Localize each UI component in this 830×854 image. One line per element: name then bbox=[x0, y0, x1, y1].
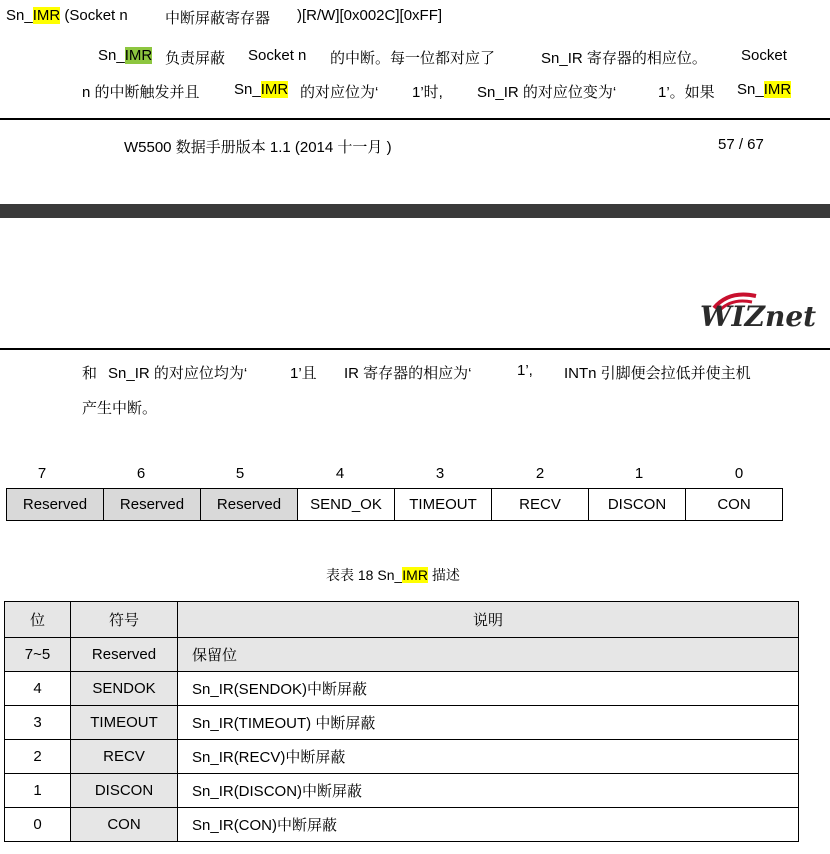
table-row bbox=[5, 672, 799, 706]
reg-highlight: IMR bbox=[124, 47, 153, 64]
text-run: n 的中断触发并且 bbox=[82, 84, 200, 101]
reg-prefix: Sn_ bbox=[6, 7, 33, 24]
table-row bbox=[5, 706, 799, 740]
text-run: Sn_IR 的对应位变为‘ bbox=[477, 84, 617, 101]
text-run: 1’。如果 bbox=[658, 84, 715, 101]
row-description: Sn_IR(DISCON)中断屏蔽 bbox=[178, 774, 799, 808]
bit-cell: TIMEOUT bbox=[395, 489, 492, 521]
text-run: Sn_IR 的对应位均为‘ bbox=[108, 365, 248, 382]
footer-doc-version: W5500 数据手册版本 1.1 (2014 十一月 ) bbox=[124, 139, 392, 156]
bit-cell: Reserved bbox=[201, 489, 298, 521]
text-run: 产生中断。 bbox=[82, 400, 158, 417]
para1-reg-3 bbox=[737, 81, 791, 98]
row-symbol: SENDOK bbox=[71, 672, 178, 706]
row-symbol: DISCON bbox=[71, 774, 178, 808]
para1-reg bbox=[98, 47, 152, 64]
row-symbol: CON bbox=[71, 808, 178, 842]
row-bit: 3 bbox=[5, 706, 71, 740]
text-run: 1’, bbox=[517, 362, 533, 379]
row-symbol: TIMEOUT bbox=[71, 706, 178, 740]
description-table bbox=[4, 601, 799, 842]
logo-text: WIZnet bbox=[700, 300, 817, 333]
caption-text: 描述 bbox=[427, 567, 460, 583]
header-description: 说明 bbox=[178, 602, 799, 638]
bit-number: 7 bbox=[37, 465, 47, 482]
bit-cell: Reserved bbox=[7, 489, 104, 521]
row-bit: 1 bbox=[5, 774, 71, 808]
register-title: 中断屏蔽寄存器 bbox=[165, 10, 271, 27]
para1-reg-2 bbox=[234, 81, 288, 98]
text-run: Socket n bbox=[248, 47, 307, 64]
text-run: IR 寄存器的相应为‘ bbox=[344, 365, 472, 382]
bit-number: 1 bbox=[634, 465, 644, 482]
bit-number: 5 bbox=[235, 465, 245, 482]
header-symbol: 符号 bbox=[71, 602, 178, 638]
row-description: Sn_IR(TIMEOUT) 中断屏蔽 bbox=[178, 706, 799, 740]
table-row bbox=[5, 774, 799, 808]
row-description: 保留位 bbox=[178, 638, 799, 672]
text-run: 1’且 bbox=[290, 365, 317, 382]
bit-number: 2 bbox=[535, 465, 545, 482]
reg-highlight: IMR bbox=[402, 567, 428, 583]
bit-cell: RECV bbox=[492, 489, 589, 521]
row-description: Sn_IR(CON)中断屏蔽 bbox=[178, 808, 799, 842]
table-caption bbox=[326, 565, 460, 585]
text-run: INTn 引脚便会拉低并使主机 bbox=[564, 365, 751, 382]
row-bit: 0 bbox=[5, 808, 71, 842]
page-rule bbox=[0, 118, 830, 120]
bit-number: 3 bbox=[435, 465, 445, 482]
row-bit: 7~5 bbox=[5, 638, 71, 672]
text-run: Sn_ bbox=[234, 81, 261, 98]
row-symbol: Reserved bbox=[71, 638, 178, 672]
row-bit: 4 bbox=[5, 672, 71, 706]
wiznet-logo bbox=[694, 290, 828, 338]
page-break bbox=[0, 204, 830, 218]
caption-text: 表表 18 Sn_ bbox=[326, 567, 403, 583]
reg-suffix: (Socket n bbox=[60, 7, 128, 24]
row-description: Sn_IR(RECV)中断屏蔽 bbox=[178, 740, 799, 774]
register-bit-table bbox=[6, 488, 783, 521]
reg-highlight: IMR bbox=[260, 81, 289, 98]
table-row bbox=[5, 808, 799, 842]
text-run: 的中断。每一位都对应了 bbox=[330, 50, 496, 67]
row-symbol: RECV bbox=[71, 740, 178, 774]
text-run: 的对应位为‘ bbox=[300, 84, 379, 101]
header-rule bbox=[0, 348, 830, 350]
reg-highlight: IMR bbox=[32, 7, 61, 24]
text-run: 和 bbox=[82, 365, 98, 382]
row-description: Sn_IR(SENDOK)中断屏蔽 bbox=[178, 672, 799, 706]
text-run: Sn_IR 寄存器的相应位。 bbox=[541, 50, 707, 67]
bit-cell: CON bbox=[686, 489, 783, 521]
header-bit: 位 bbox=[5, 602, 71, 638]
text-run: Sn_ bbox=[98, 47, 125, 64]
bit-number: 4 bbox=[335, 465, 345, 482]
row-bit: 2 bbox=[5, 740, 71, 774]
register-heading bbox=[6, 7, 128, 24]
table-row bbox=[5, 740, 799, 774]
text-run: Sn_ bbox=[737, 81, 764, 98]
footer-page-number: 57 / 67 bbox=[718, 136, 764, 153]
table-row bbox=[5, 638, 799, 672]
text-run: 负责屏蔽 bbox=[165, 50, 226, 67]
register-attributes: )[R/W][0x002C][0xFF] bbox=[297, 7, 443, 24]
bit-number: 6 bbox=[136, 465, 146, 482]
text-run: Socket bbox=[741, 47, 787, 64]
bit-cell: Reserved bbox=[104, 489, 201, 521]
bit-number: 0 bbox=[734, 465, 744, 482]
table-header-row bbox=[5, 602, 799, 638]
bit-cell: DISCON bbox=[589, 489, 686, 521]
bit-cell: SEND_OK bbox=[298, 489, 395, 521]
text-run: 1’时, bbox=[412, 84, 443, 101]
reg-highlight: IMR bbox=[763, 81, 792, 98]
